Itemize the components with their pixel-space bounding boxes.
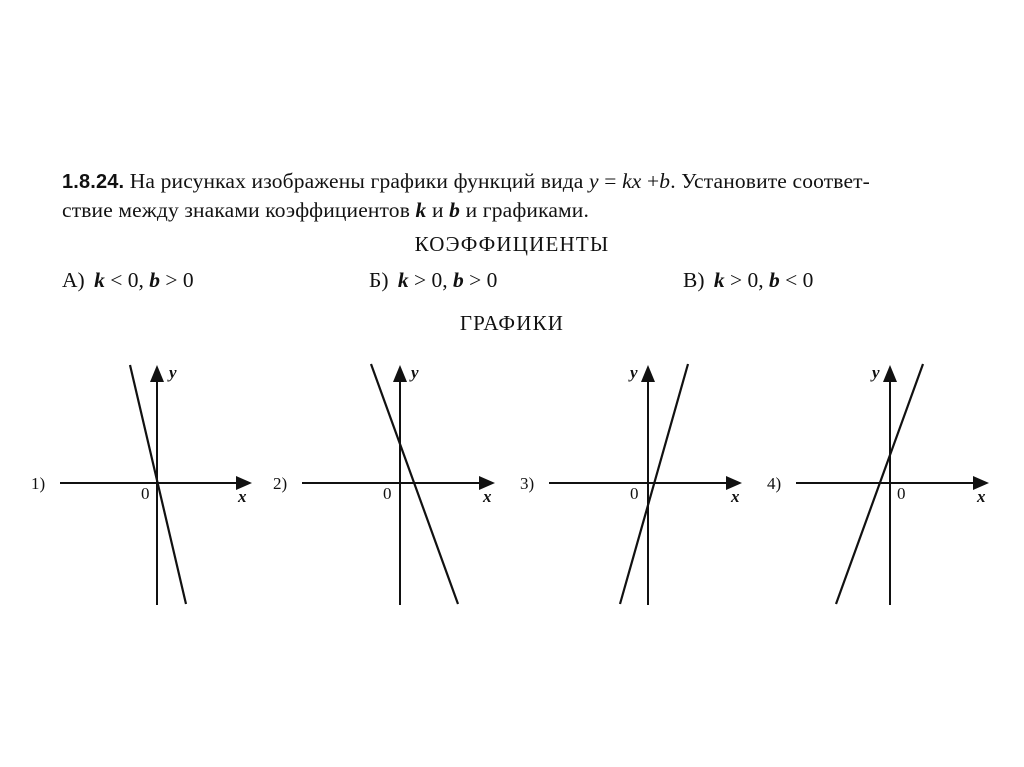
formula-plus: + [647, 169, 660, 193]
graph-number: 1) [31, 474, 46, 493]
x-axis-label: x [977, 487, 986, 506]
origin-label: 0 [383, 484, 392, 503]
problem-text-line2: ствие между знаками коэффициентов [62, 198, 411, 222]
option-k: k [713, 268, 725, 292]
option-b: b [769, 268, 780, 292]
origin-label: 0 [630, 484, 639, 503]
graph-number: 4) [767, 474, 782, 493]
conjunction: и [431, 198, 444, 222]
option-b-rel: < 0 [785, 268, 814, 292]
x-axis-label: x [238, 487, 247, 506]
y-axis-label: y [630, 363, 638, 382]
option-k-rel: > 0, [414, 268, 448, 292]
graph-1 [31, 363, 252, 605]
graph-number: 3) [520, 474, 535, 493]
option-label: Б) [369, 268, 389, 292]
x-axis-label: x [731, 487, 740, 506]
option-k-rel: < 0, [110, 268, 144, 292]
problem-text-line1: На рисунках изображены графики функций вида [129, 169, 584, 193]
y-axis-label: y [872, 363, 880, 382]
origin-label: 0 [141, 484, 150, 503]
option-label: А) [62, 268, 85, 292]
graph-4 [767, 363, 989, 605]
y-axis-arrow-icon [393, 365, 407, 382]
option-b: b [453, 268, 464, 292]
problem-text-line1-tail: . Установите соответ- [670, 169, 870, 193]
formula-y: y [589, 169, 599, 193]
y-axis-arrow-icon [150, 365, 164, 382]
x-axis-label: x [483, 487, 492, 506]
option-k-rel: > 0, [730, 268, 764, 292]
var-b: b [449, 198, 461, 222]
option-b-rel: > 0 [469, 268, 498, 292]
coefficients-heading: КОЭФФИЦИЕНТЫ [414, 232, 610, 256]
graph-3 [520, 363, 742, 605]
option-label: В) [683, 268, 705, 292]
y-axis-label: y [169, 363, 177, 382]
y-axis-arrow-icon [883, 365, 897, 382]
problem-text-line2-tail: и графиками. [465, 198, 589, 222]
option-k: k [94, 268, 105, 292]
graph-2 [273, 363, 495, 605]
graphs-heading: ГРАФИКИ [459, 311, 565, 335]
option-k: k [397, 268, 409, 292]
formula-eq: = [604, 169, 617, 193]
var-k: k [415, 198, 427, 222]
problem-number: 1.8.24. [62, 171, 125, 193]
origin-label: 0 [897, 484, 906, 503]
option-b: b [149, 268, 160, 292]
graph-number: 2) [273, 474, 288, 493]
y-axis-arrow-icon [641, 365, 655, 382]
formula-kx: kx [622, 169, 642, 193]
y-axis-label: y [411, 363, 419, 382]
option-b-rel: > 0 [165, 268, 194, 292]
formula-b: b [659, 169, 671, 193]
